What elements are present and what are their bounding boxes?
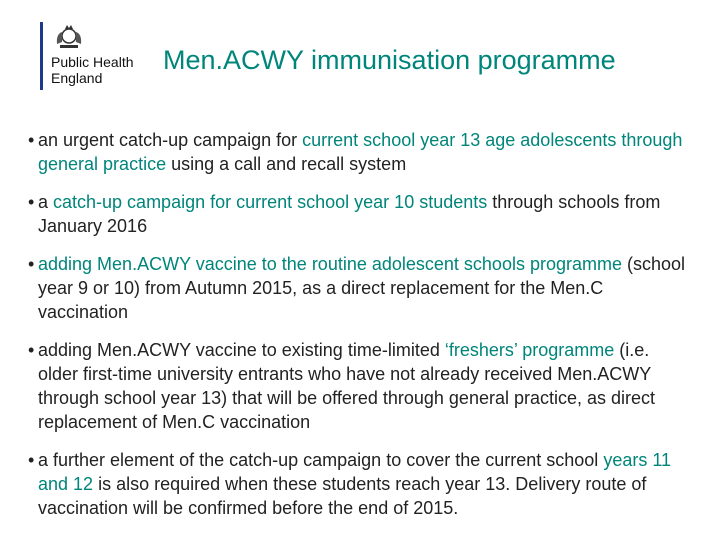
bullet-text: using a call and recall system bbox=[166, 154, 407, 174]
bullet-dot: • bbox=[28, 254, 35, 274]
bullet-item bbox=[24, 338, 694, 434]
bullet-text: (i.e. older first-time university entrants who have not already received Men.ACWY through school year 13) that will be offered through general practice, as direct replacement of Men.C vaccination bbox=[38, 340, 656, 432]
bullet-item bbox=[24, 448, 694, 520]
bullet-text: adding Men.ACWY vaccine to existing time-limited bbox=[38, 340, 445, 360]
logo-bar bbox=[40, 22, 43, 90]
logo-text bbox=[51, 54, 134, 86]
bullet-text: is also required when these students reach year 13. Delivery route of vaccination will be confirmed before the end of 2015. bbox=[38, 474, 647, 518]
bullet-text: a further element of the catch-up campaign to cover the current school bbox=[38, 450, 604, 470]
bullet-text: an urgent catch-up campaign for bbox=[38, 130, 303, 150]
bullet-dot: • bbox=[28, 192, 35, 212]
highlight-text: years 11 and 12 bbox=[38, 450, 672, 494]
page-title: Men.ACWY immunisation programme bbox=[163, 45, 616, 75]
bullet-item bbox=[24, 190, 694, 238]
highlight-text: adding Men.ACWY vaccine to the routine adolescent schools programme bbox=[38, 254, 622, 274]
bullet-item bbox=[24, 128, 694, 176]
bullet-dot: • bbox=[28, 450, 35, 470]
bullet-dot: • bbox=[28, 340, 35, 360]
logo-line2: England bbox=[51, 70, 103, 86]
highlight-text: ‘freshers’ programme bbox=[444, 340, 615, 360]
bullet-item bbox=[24, 252, 694, 324]
logo-line1: Public Health bbox=[51, 54, 134, 70]
bullet-text: through schools from January 2016 bbox=[38, 192, 661, 236]
royal-crest-icon bbox=[54, 22, 84, 50]
bullet-text: a bbox=[38, 192, 54, 212]
bullet-text: (school year 9 or 10) from Autumn 2015, as a direct replacement for the Men.C vaccination bbox=[38, 254, 686, 322]
highlight-text: current school year 13 age adolescents through general practice bbox=[38, 130, 683, 174]
bullet-dot: • bbox=[28, 130, 35, 150]
highlight-text: catch-up campaign for current school year 10 students bbox=[53, 192, 488, 212]
bullet-list bbox=[24, 128, 694, 534]
phe-logo bbox=[40, 22, 160, 92]
